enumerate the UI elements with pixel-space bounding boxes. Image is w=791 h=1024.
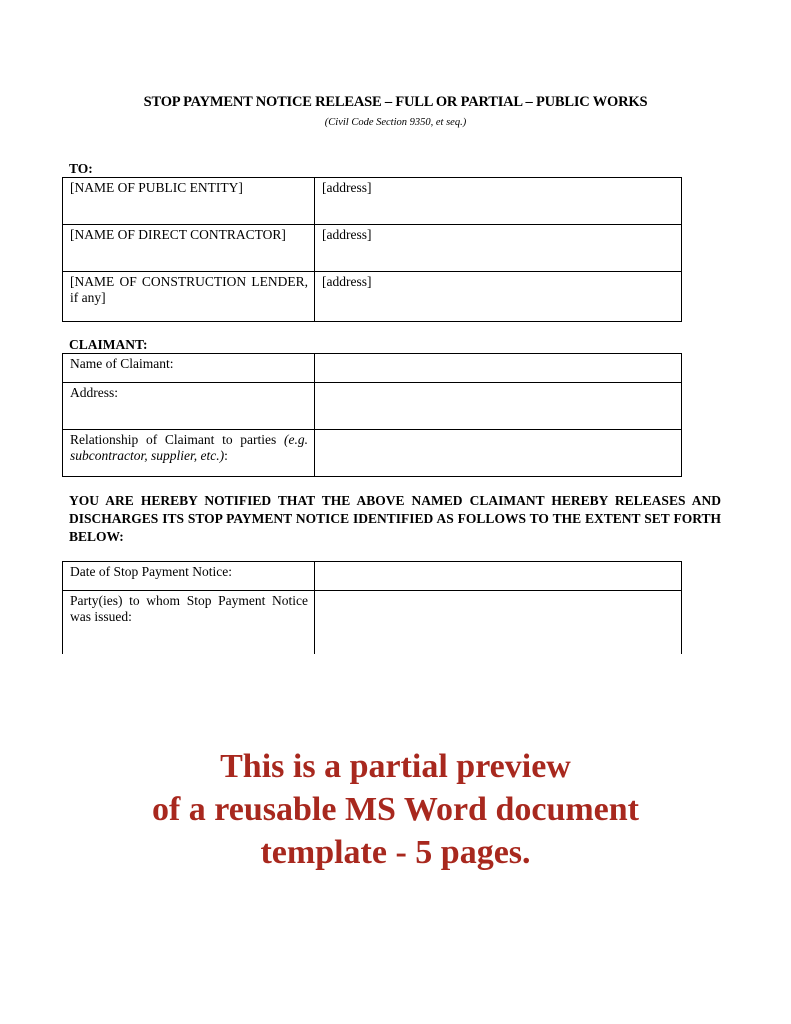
partial-preview-watermark: [0, 745, 791, 874]
claimant-relationship-input[interactable]: [315, 430, 682, 477]
claimant-name-label: Name of Claimant:: [63, 354, 315, 383]
watermark-line-3: template - 5 pages.: [260, 834, 531, 871]
claimant-name-input[interactable]: [315, 354, 682, 383]
claimant-address-input[interactable]: [315, 383, 682, 430]
stop-notice-parties-row: [63, 591, 682, 654]
claimant-relationship-label: [63, 430, 315, 477]
document-subtitle: (Civil Code Section 9350, et seq.): [324, 117, 467, 128]
to-table: [62, 177, 682, 322]
watermark-line-1: This is a partial preview: [220, 748, 571, 785]
construction-lender-name-field[interactable]: [NAME OF CONSTRUCTION LENDER, if any]: [63, 272, 315, 322]
direct-contractor-address-field[interactable]: [address]: [315, 225, 682, 272]
to-section-label: TO:: [69, 161, 93, 176]
construction-lender-address-field[interactable]: [address]: [315, 272, 682, 322]
watermark-line-2: of a reusable MS Word document: [151, 791, 640, 828]
claimant-section-label: CLAIMANT:: [69, 337, 148, 352]
to-row-public-entity: [63, 178, 682, 225]
to-row-direct-contractor: [63, 225, 682, 272]
stop-notice-date-input[interactable]: [315, 562, 682, 591]
stop-notice-table: [62, 561, 682, 654]
document-title: STOP PAYMENT NOTICE RELEASE – FULL OR PARTIAL – PUBLIC WORKS: [143, 94, 648, 110]
stop-notice-parties-input[interactable]: [315, 591, 682, 654]
claimant-address-row: [63, 383, 682, 430]
to-row-construction-lender: [63, 272, 682, 322]
stop-notice-date-row: [63, 562, 682, 591]
claimant-name-row: [63, 354, 682, 383]
relationship-label-text: Relationship of Claimant to parties: [70, 432, 284, 447]
relationship-label-colon: :: [224, 448, 228, 463]
claimant-address-label: Address:: [63, 383, 315, 430]
claimant-table: [62, 353, 682, 477]
relationship-label-example: (e.g. subcontractor, supplier, etc.): [70, 432, 308, 463]
direct-contractor-name-field[interactable]: [NAME OF DIRECT CONTRACTOR]: [63, 225, 315, 272]
stop-notice-date-label: Date of Stop Payment Notice:: [63, 562, 315, 591]
public-entity-name-field[interactable]: [NAME OF PUBLIC ENTITY]: [63, 178, 315, 225]
release-notice-statement: YOU ARE HEREBY NOTIFIED THAT THE ABOVE NAMED CLAIMANT HEREBY RELEASES AND DISCHARGES ITS STOP PAYMENT NOTICE IDENTIFIED AS FOLLOWS TO THE EXTENT SET FORTH BELOW:: [69, 493, 721, 544]
public-entity-address-field[interactable]: [address]: [315, 178, 682, 225]
claimant-relationship-row: [63, 430, 682, 477]
stop-notice-parties-label: Party(ies) to whom Stop Payment Notice was issued:: [63, 591, 315, 654]
